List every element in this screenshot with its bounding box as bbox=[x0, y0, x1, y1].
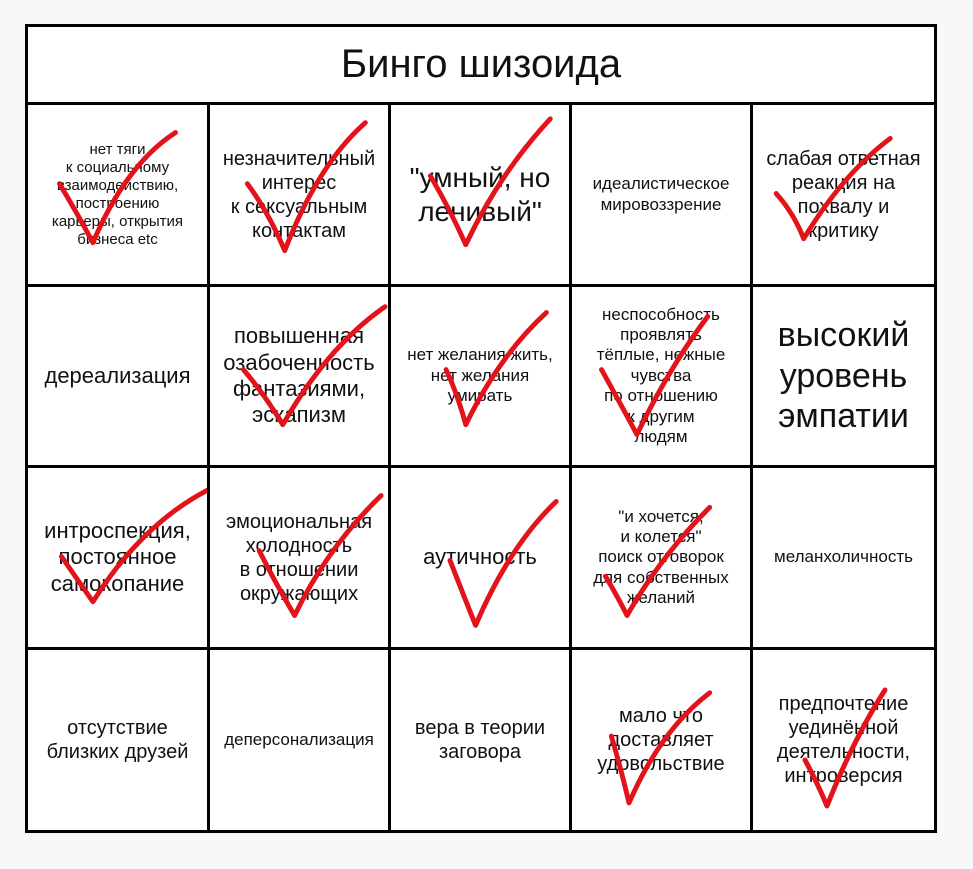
bingo-title: Бинго шизоида bbox=[28, 27, 934, 105]
cell-text: "умный, но ленивый" bbox=[409, 161, 551, 227]
bingo-cell[interactable] bbox=[28, 468, 210, 650]
cell-text: идеалистическое мировоззрение bbox=[592, 174, 730, 214]
cell-text: высокий уровень эмпатии bbox=[777, 315, 910, 436]
bingo-cell[interactable] bbox=[210, 650, 391, 830]
cell-text: эмоциональная холодность в отношении окружающих bbox=[225, 510, 373, 605]
bingo-cell[interactable] bbox=[210, 468, 391, 650]
bingo-cell[interactable] bbox=[572, 650, 753, 830]
bingo-cell[interactable] bbox=[210, 287, 391, 468]
cell-text: дереализация bbox=[44, 362, 191, 388]
cell-text: меланхоличность bbox=[774, 547, 913, 567]
cell-text: повышенная озабоченность фантазиями, эскапизм bbox=[223, 323, 375, 428]
cell-text: незначительный интерес к сексуальным контактам bbox=[222, 147, 376, 242]
bingo-cell[interactable] bbox=[572, 105, 753, 287]
cell-text: слабая ответная реакция на похвалу и критику bbox=[766, 147, 921, 242]
bingo-cell[interactable] bbox=[391, 650, 572, 830]
cell-text: нет тяги к социальному взаимодействию, построению карьеры, открытия бизнеса etc bbox=[51, 140, 184, 248]
cell-text: предпочтение уединённой деятельности, интроверсия bbox=[776, 693, 911, 787]
bingo-cell[interactable] bbox=[28, 105, 210, 287]
cell-text: аутичность bbox=[423, 544, 537, 570]
cell-text: деперсонализация bbox=[224, 729, 374, 749]
bingo-board bbox=[25, 24, 937, 833]
bingo-cell[interactable] bbox=[753, 650, 934, 830]
cell-text: интроспекция, постоянное самокопание bbox=[44, 517, 191, 596]
cell-text: нет желания жить, нет желания умирать bbox=[407, 345, 553, 406]
bingo-cell[interactable] bbox=[753, 287, 934, 468]
cell-text: отсутствие близких друзей bbox=[46, 717, 189, 763]
bingo-cell[interactable] bbox=[753, 105, 934, 287]
bingo-cell[interactable] bbox=[28, 650, 210, 830]
bingo-cell[interactable] bbox=[391, 287, 572, 468]
bingo-cell[interactable] bbox=[391, 468, 572, 650]
cell-text: вера в теории заговора bbox=[414, 717, 546, 763]
cell-text: неспособность проявлять тёплые, нежные чувства по отношению к другим людям bbox=[596, 304, 726, 446]
bingo-cell[interactable] bbox=[391, 105, 572, 287]
bingo-cell[interactable] bbox=[572, 287, 753, 468]
bingo-cell[interactable] bbox=[210, 105, 391, 287]
bingo-cell[interactable] bbox=[572, 468, 753, 650]
cell-text: "и хочется, и колется" поиск отговорок для собственных желаний bbox=[593, 506, 729, 608]
cell-text: мало что доставляет удовольствие bbox=[597, 705, 725, 775]
bingo-cell[interactable] bbox=[28, 287, 210, 468]
bingo-cell[interactable] bbox=[753, 468, 934, 650]
